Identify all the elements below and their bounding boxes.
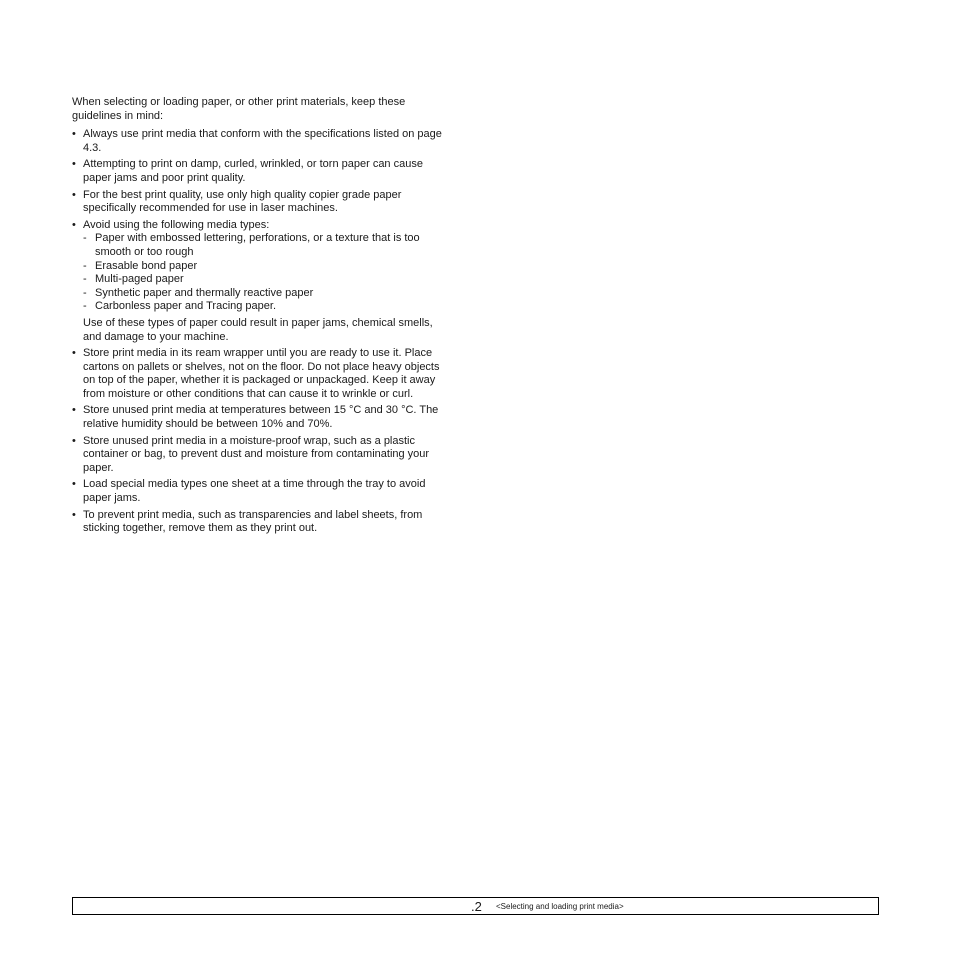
list-item-text: Avoid using the following media types:	[83, 218, 270, 231]
list-item	[72, 219, 452, 344]
avoid-media-warning: Use of these types of paper could result in paper jams, chemical smells, and damage to your machine.	[83, 316, 433, 343]
list-item-text: For the best print quality, use only high quality copier grade paper specifically recommended for use in laser machines.	[83, 188, 402, 215]
bullet-icon: •	[72, 347, 76, 360]
sublist-item-text: Erasable bond paper	[95, 259, 198, 272]
guidelines-list	[72, 128, 452, 536]
page-footer	[72, 897, 879, 915]
list-item-text: Store print media in its ream wrapper until you are ready to use it. Place cartons on pallets or shelves, not on the floor. Do not place heavy objects on top of the paper, whether it is packaged or unpackaged. Keep it away from moisture or other conditions that can cause it to wrinkle or curl.	[83, 347, 440, 400]
bullet-icon: •	[72, 478, 76, 491]
bullet-icon: •	[72, 434, 76, 447]
bullet-icon: •	[72, 128, 76, 141]
list-item	[72, 478, 452, 505]
list-item	[72, 509, 452, 536]
dash-icon: -	[83, 273, 87, 286]
avoid-media-sublist	[83, 232, 452, 314]
list-item	[72, 347, 452, 401]
chapter-title: <Selecting and loading print media>	[496, 902, 624, 911]
list-item-text: Attempting to print on damp, curled, wrinkled, or torn paper can cause paper jams and poor print quality.	[83, 158, 423, 184]
sublist-item-text: Multi-paged paper	[95, 273, 184, 286]
sublist-item-text: Carbonless paper and Tracing paper.	[95, 300, 277, 313]
sublist-item-text: Paper with embossed lettering, perforations, or a texture that is too smooth or too rough	[95, 232, 420, 258]
list-item-text: To prevent print media, such as transparencies and label sheets, from sticking together, remove them as they print out.	[83, 508, 423, 535]
sublist-item	[83, 287, 452, 301]
dash-icon: -	[83, 259, 87, 272]
bullet-icon: •	[72, 158, 76, 171]
guidelines-section	[72, 96, 452, 539]
intro-paragraph: When selecting or loading paper, or other print materials, keep these guidelines in mind:	[72, 96, 406, 122]
dash-icon: -	[83, 300, 87, 313]
list-item	[72, 404, 452, 431]
list-item-text: Store unused print media at temperatures between 15 °C and 30 °C. The relative humidity should be between 10% and 70%.	[83, 404, 439, 431]
bullet-icon: •	[72, 188, 76, 201]
sublist-item	[83, 232, 452, 259]
dash-icon: -	[83, 286, 87, 299]
list-item-text: Load special media types one sheet at a time through the tray to avoid paper jams.	[83, 478, 426, 505]
bullet-icon: •	[72, 404, 76, 417]
sublist-item	[83, 300, 452, 314]
page-number: .2	[471, 899, 482, 914]
sublist-item	[83, 273, 452, 287]
sublist-item-text: Synthetic paper and thermally reactive paper	[95, 286, 314, 299]
list-item-text: Always use print media that conform with the specifications listed on page 4.3.	[83, 128, 442, 154]
list-item-text: Store unused print media in a moisture-proof wrap, such as a plastic container or bag, to prevent dust and moisture from contaminating your paper.	[83, 434, 430, 474]
bullet-icon: •	[72, 218, 76, 231]
list-item	[72, 435, 452, 476]
sublist-item	[83, 260, 452, 274]
list-item	[72, 128, 452, 155]
dash-icon: -	[83, 232, 87, 245]
list-item	[72, 158, 452, 185]
list-item	[72, 189, 452, 216]
bullet-icon: •	[72, 508, 76, 521]
